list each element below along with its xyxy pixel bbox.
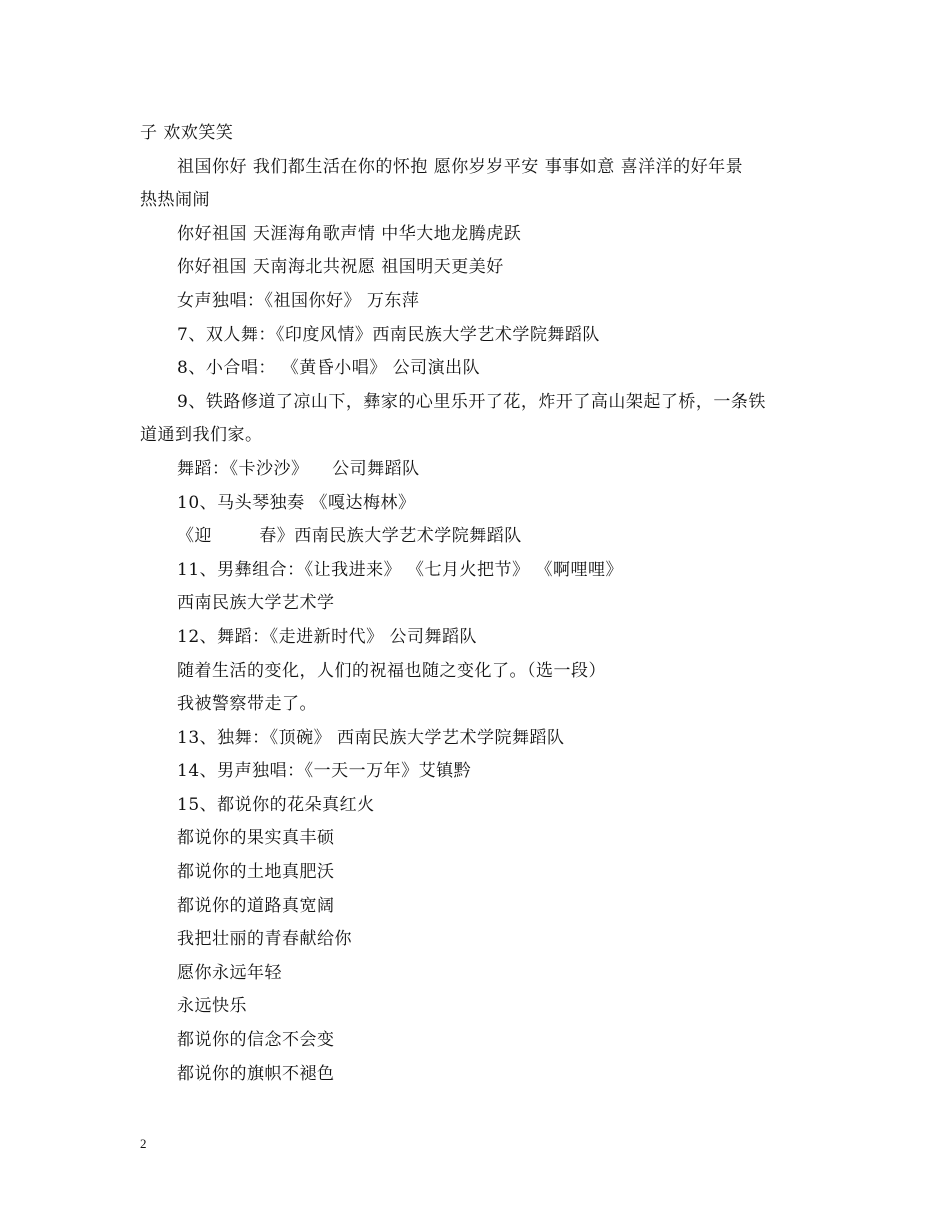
text-line: 都说你的果实真丰硕 bbox=[177, 828, 335, 849]
text-line: 8、小合唱： 《黄昏小唱》 公司演出队 bbox=[177, 358, 481, 379]
text-line: 都说你的土地真肥沃 bbox=[177, 862, 335, 883]
text-line: 13、独舞：《顶碗》 西南民族大学艺术学院舞蹈队 bbox=[177, 727, 565, 748]
text-line: 道通到我们家。 bbox=[140, 425, 263, 446]
text-line: 都说你的信念不会变 bbox=[177, 1030, 335, 1051]
text-line: 都说你的道路真宽阔 bbox=[177, 895, 335, 916]
text-line: 西南民族大学艺术学 bbox=[177, 593, 335, 614]
text-line: 《迎 春》西南民族大学艺术学院舞蹈队 bbox=[177, 526, 522, 547]
text-line: 我把壮丽的青春献给你 bbox=[177, 929, 352, 950]
text-line: 15、都说你的花朵真红火 bbox=[177, 794, 375, 815]
text-line: 祖国你好 我们都生活在你的怀抱 愿你岁岁平安 事事如意 喜洋洋的好年景 bbox=[177, 156, 744, 177]
text-line: 愿你永远年轻 bbox=[177, 962, 282, 983]
text-line: 12、舞蹈：《走进新时代》 公司舞蹈队 bbox=[177, 626, 478, 647]
text-line: 我被警察带走了。 bbox=[177, 694, 317, 715]
text-line: 都说你的旗帜不褪色 bbox=[177, 1063, 335, 1084]
text-line: 女声独唱：《祖国你好》 万东萍 bbox=[177, 290, 420, 311]
document-body bbox=[140, 117, 820, 1091]
text-line: 热热闹闹 bbox=[140, 190, 210, 211]
text-line: 14、男声独唱：《一天一万年》艾镇黔 bbox=[177, 761, 472, 782]
text-line: 随着生活的变化，人们的祝福也随之变化了。（选一段） bbox=[177, 660, 606, 681]
text-line: 你好祖国 天南海北共祝愿 祖国明天更美好 bbox=[177, 257, 504, 278]
text-line: 10、马头琴独奏 《嘎达梅林》 bbox=[177, 492, 416, 513]
text-line: 9、铁路修道了凉山下，彝家的心里乐开了花，炸开了高山架起了桥，一条铁 bbox=[177, 391, 766, 412]
text-line: 舞蹈：《卡沙沙》 公司舞蹈队 bbox=[177, 458, 420, 479]
text-line: 11、男彝组合：《让我进来》 《七月火把节》 《啊哩哩》 bbox=[177, 559, 623, 580]
page-number: 2 bbox=[140, 1136, 147, 1151]
text-line: 你好祖国 天涯海角歌声情 中华大地龙腾虎跃 bbox=[177, 223, 522, 244]
text-line: 子 欢欢笑笑 bbox=[140, 123, 234, 143]
text-line: 永远快乐 bbox=[177, 996, 247, 1017]
text-line: 7、双人舞：《印度风情》西南民族大学艺术学院舞蹈队 bbox=[177, 324, 600, 345]
